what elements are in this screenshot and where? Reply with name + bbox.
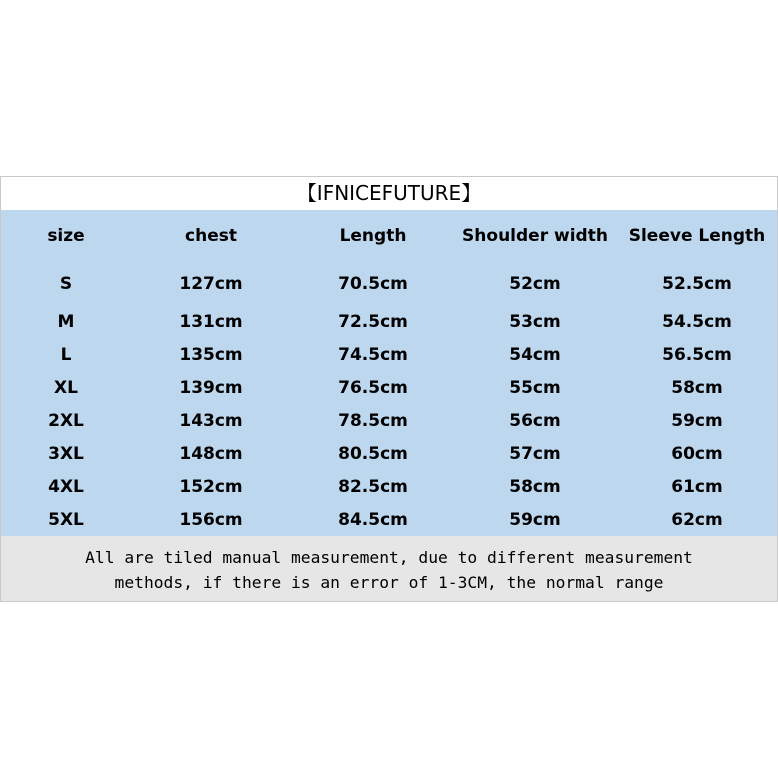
chest-cell: 143cm — [179, 411, 243, 431]
sleeve-cell: 61cm — [671, 477, 723, 497]
shoulder-cell: 56cm — [509, 411, 561, 431]
shoulder-cell: 53cm — [509, 312, 561, 332]
header-shoulder-width: Shoulder width — [462, 226, 608, 246]
shoulder-cell: 54cm — [509, 345, 561, 365]
shoulder-cell: 59cm — [509, 510, 561, 530]
size-cell: S — [59, 274, 73, 294]
shoulder-cell: 57cm — [509, 444, 561, 464]
note-line-2: methods, if there is an error of 1-3CM, the normal range — [114, 573, 664, 592]
size-cell: M — [57, 312, 75, 332]
chest-cell: 135cm — [179, 345, 243, 365]
length-cell: 76.5cm — [338, 378, 408, 398]
sleeve-cell: 54.5cm — [662, 312, 732, 332]
size-cell: 5XL — [48, 510, 84, 530]
size-cell: 4XL — [48, 477, 84, 497]
chest-cell: 152cm — [179, 477, 243, 497]
length-cell: 84.5cm — [338, 510, 408, 530]
chest-cell: 139cm — [179, 378, 243, 398]
size-chart — [0, 176, 778, 602]
sleeve-cell: 58cm — [671, 378, 723, 398]
shoulder-cell: 58cm — [509, 477, 561, 497]
measurement-note — [1, 536, 777, 601]
length-cell: 80.5cm — [338, 444, 408, 464]
length-cell: 78.5cm — [338, 411, 408, 431]
chest-cell: 127cm — [179, 274, 243, 294]
header-chest: chest — [185, 226, 237, 246]
size-cell: 2XL — [48, 411, 84, 431]
length-cell: 74.5cm — [338, 345, 408, 365]
sleeve-cell: 52.5cm — [662, 274, 732, 294]
size-cell: L — [60, 345, 72, 365]
chest-cell: 148cm — [179, 444, 243, 464]
length-cell: 70.5cm — [338, 274, 408, 294]
size-table — [1, 210, 777, 536]
chart-title: 【IFNICEFUTURE】 — [1, 177, 777, 209]
header-size: size — [47, 226, 85, 246]
header-sleeve-length: Sleeve Length — [628, 226, 766, 246]
shoulder-cell: 52cm — [509, 274, 561, 294]
sleeve-cell: 56.5cm — [662, 345, 732, 365]
header-length: Length — [339, 226, 407, 246]
shoulder-cell: 55cm — [509, 378, 561, 398]
chest-cell: 156cm — [179, 510, 243, 530]
note-line-1: All are tiled manual measurement, due to different measurement — [85, 548, 693, 567]
sleeve-cell: 60cm — [671, 444, 723, 464]
size-cell: XL — [54, 378, 78, 398]
chest-cell: 131cm — [179, 312, 243, 332]
sleeve-cell: 59cm — [671, 411, 723, 431]
length-cell: 82.5cm — [338, 477, 408, 497]
length-cell: 72.5cm — [338, 312, 408, 332]
sleeve-cell: 62cm — [671, 510, 723, 530]
size-cell: 3XL — [48, 444, 84, 464]
